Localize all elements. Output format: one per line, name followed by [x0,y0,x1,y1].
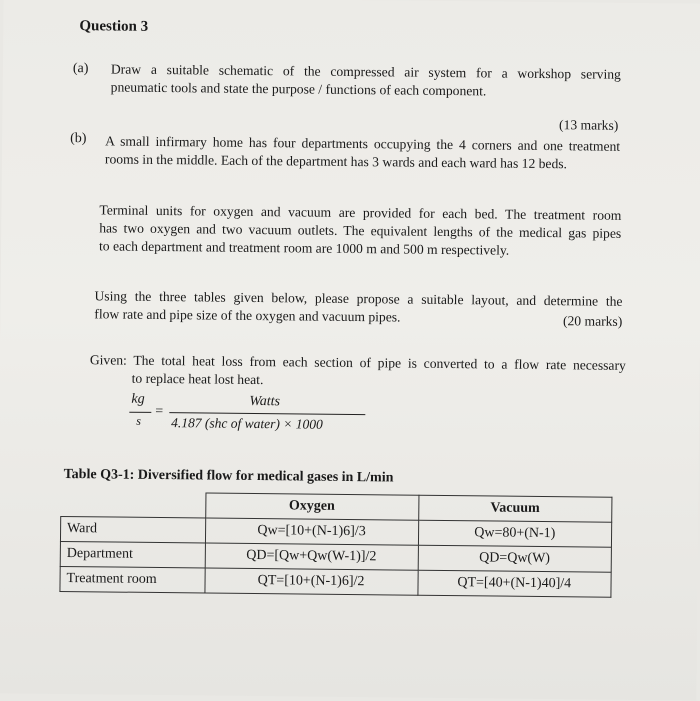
row-label: Department [60,541,205,568]
formula-lhs-numerator: kg [131,391,145,407]
row-label: Ward [60,516,205,543]
part-b-para1-line2: rooms in the middle. Each of the department has 3 wards and each ward has 12 beds. [104,151,568,172]
part-a-line-1: Draw a suitable schematic of the compressed air system for a workshop serving [110,61,621,82]
part-b-label: (b) [70,131,87,147]
oxygen-cell: QT=[10+(N-1)6]/2 [204,568,417,595]
part-a-label: (a) [72,61,89,77]
part-b-para1-line1: A small infirmary home has four departments occupying the 4 corners and one treatment [105,133,621,154]
vacuum-cell: QD=Qw(W) [418,545,612,572]
vacuum-cell: QT=[40+(N-1)40]/4 [417,570,611,597]
header-oxygen: Oxygen [205,493,418,520]
given-line-1: Given: The total heat loss from each section of pipe is converted to a flow rate necessary [89,352,626,373]
table-row [60,566,611,597]
part-a-line-2: pneumatic tools and state the purpose / functions of each component. [110,79,487,99]
header-blank [61,491,206,518]
oxygen-cell: Qw=[10+(N-1)6]/3 [205,518,418,545]
part-b-para3-line2: flow rate and pipe size of the oxygen and vacuum pipes. [94,306,401,325]
oxygen-cell: QD=[Qw+Qw(W-1)]/2 [205,543,418,570]
formula-rhs-numerator: Watts [249,393,281,410]
vacuum-cell: Qw=80+(N-1) [418,520,612,547]
part-a-marks: (13 marks) [558,117,619,133]
formula-rhs-denominator: 4.187 (shc of water) × 1000 [171,415,323,432]
row-label: Treatment room [60,566,205,593]
part-b-para2-line1: Terminal units for oxygen and vacuum are provided for each bed. The treatment room [99,202,622,223]
part-b-para2-line2: has two oxygen and two vacuum outlets. The equivalent lengths of the medical gas pipes [99,220,622,241]
formula-lhs-denominator: s [136,413,141,428]
formula-lhs-bar [129,412,151,413]
header-vacuum: Vacuum [418,495,612,522]
given-line-2: to replace heat lost heat. [131,370,264,388]
question-heading: Question 3 [79,18,149,35]
medical-gas-flow-table [59,491,612,598]
part-b-para3-line1: Using the three tables given below, please propose a suitable layout, and determine the [94,288,623,309]
table-caption: Table Q3-1: Diversified flow for medical gases in L/min [63,467,394,486]
part-b-para2-line3: to each department and treatment room are 1000 m and 500 m respectively. [98,238,510,258]
part-b-marks: (20 marks) [562,313,623,329]
formula-equals: = [155,403,164,420]
